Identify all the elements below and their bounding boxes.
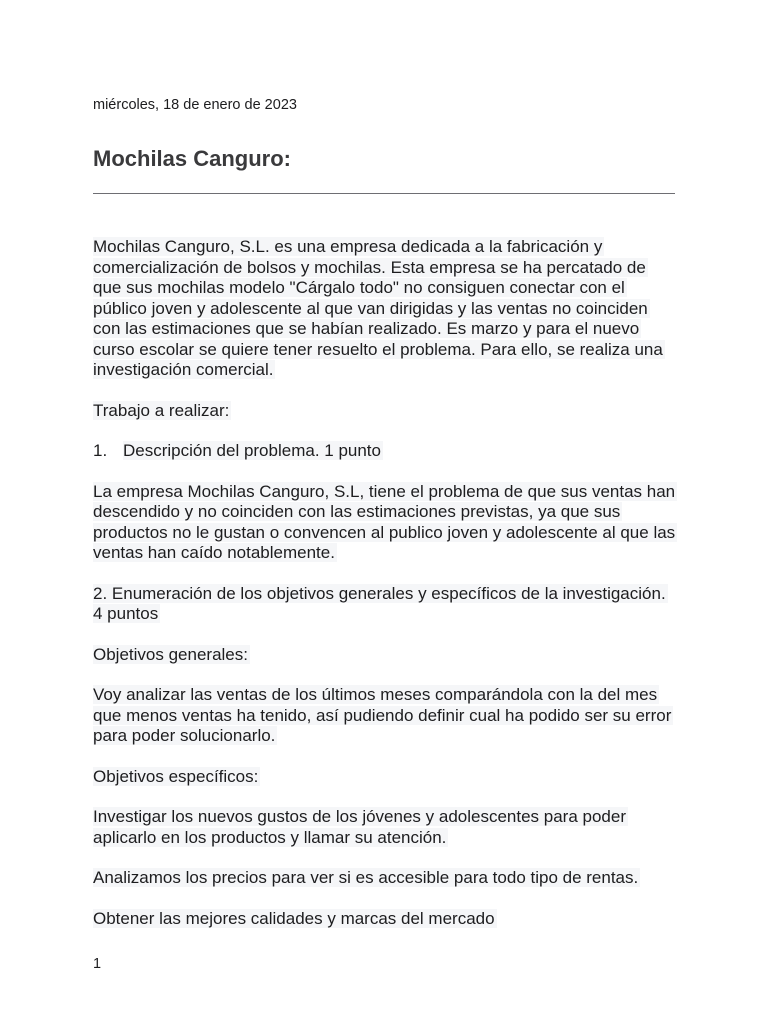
task-heading: Trabajo a realizar: [93,400,230,420]
problem-paragraph: La empresa Mochilas Canguro, S.L, tiene el problema de que sus ventas han descendido y no coinciden con las estimaciones previstas, ya que sus productos no le gustan o convencen al publico joven y adolescente al que las ventas han caído notablemente. [93,481,676,562]
specific-objective-3: Obtener las mejores calidades y marcas del mercado [93,908,495,928]
specific-objective-1: Investigar los nuevos gustos de los jóvenes y adolescentes para poder aplicarlo en los productos y llamar su atención. [93,807,626,847]
intro-paragraph: Mochilas Canguro, S.L. es una empresa dedicada a la fabricación y comercialización de bolsos y mochilas. Esta empresa se ha percatado de que sus mochilas modelo "Cárgalo todo" no consiguen conectar con el público joven y adolescente al que van dirigidas y las ventas no coinciden con las estimaciones que se habían realizado. Es marzo y para el nuevo curso escolar se quiere tener resuelto el problema. Para ello, se realiza una investigación comercial. [93,237,663,379]
document-title: Mochilas Canguro: [93,146,292,171]
title-divider [93,193,675,194]
list-item-problem: 1. Descripción del problema. 1 punto [93,441,381,460]
list-number: 1. [93,441,108,460]
document-date: miércoles, 18 de enero de 2023 [93,97,297,113]
document-body [93,237,678,949]
general-objectives-paragraph: Voy analizar las ventas de los últimos meses comparándola con la del mes que menos ventas ha tenido, así pudiendo definir cual ha podido ser su error para poder solucionarlo. [93,685,672,745]
specific-objective-2: Analizamos los precios para ver si es accesible para todo tipo de rentas. [93,868,639,887]
page-number: 1 [93,956,102,972]
objectives-heading: 2. Enumeración de los objetivos generales y específicos de la investigación. 4 puntos [93,583,666,623]
specific-objectives-label: Objetivos específicos: [93,766,259,786]
general-objectives-label: Objetivos generales: [93,644,248,664]
